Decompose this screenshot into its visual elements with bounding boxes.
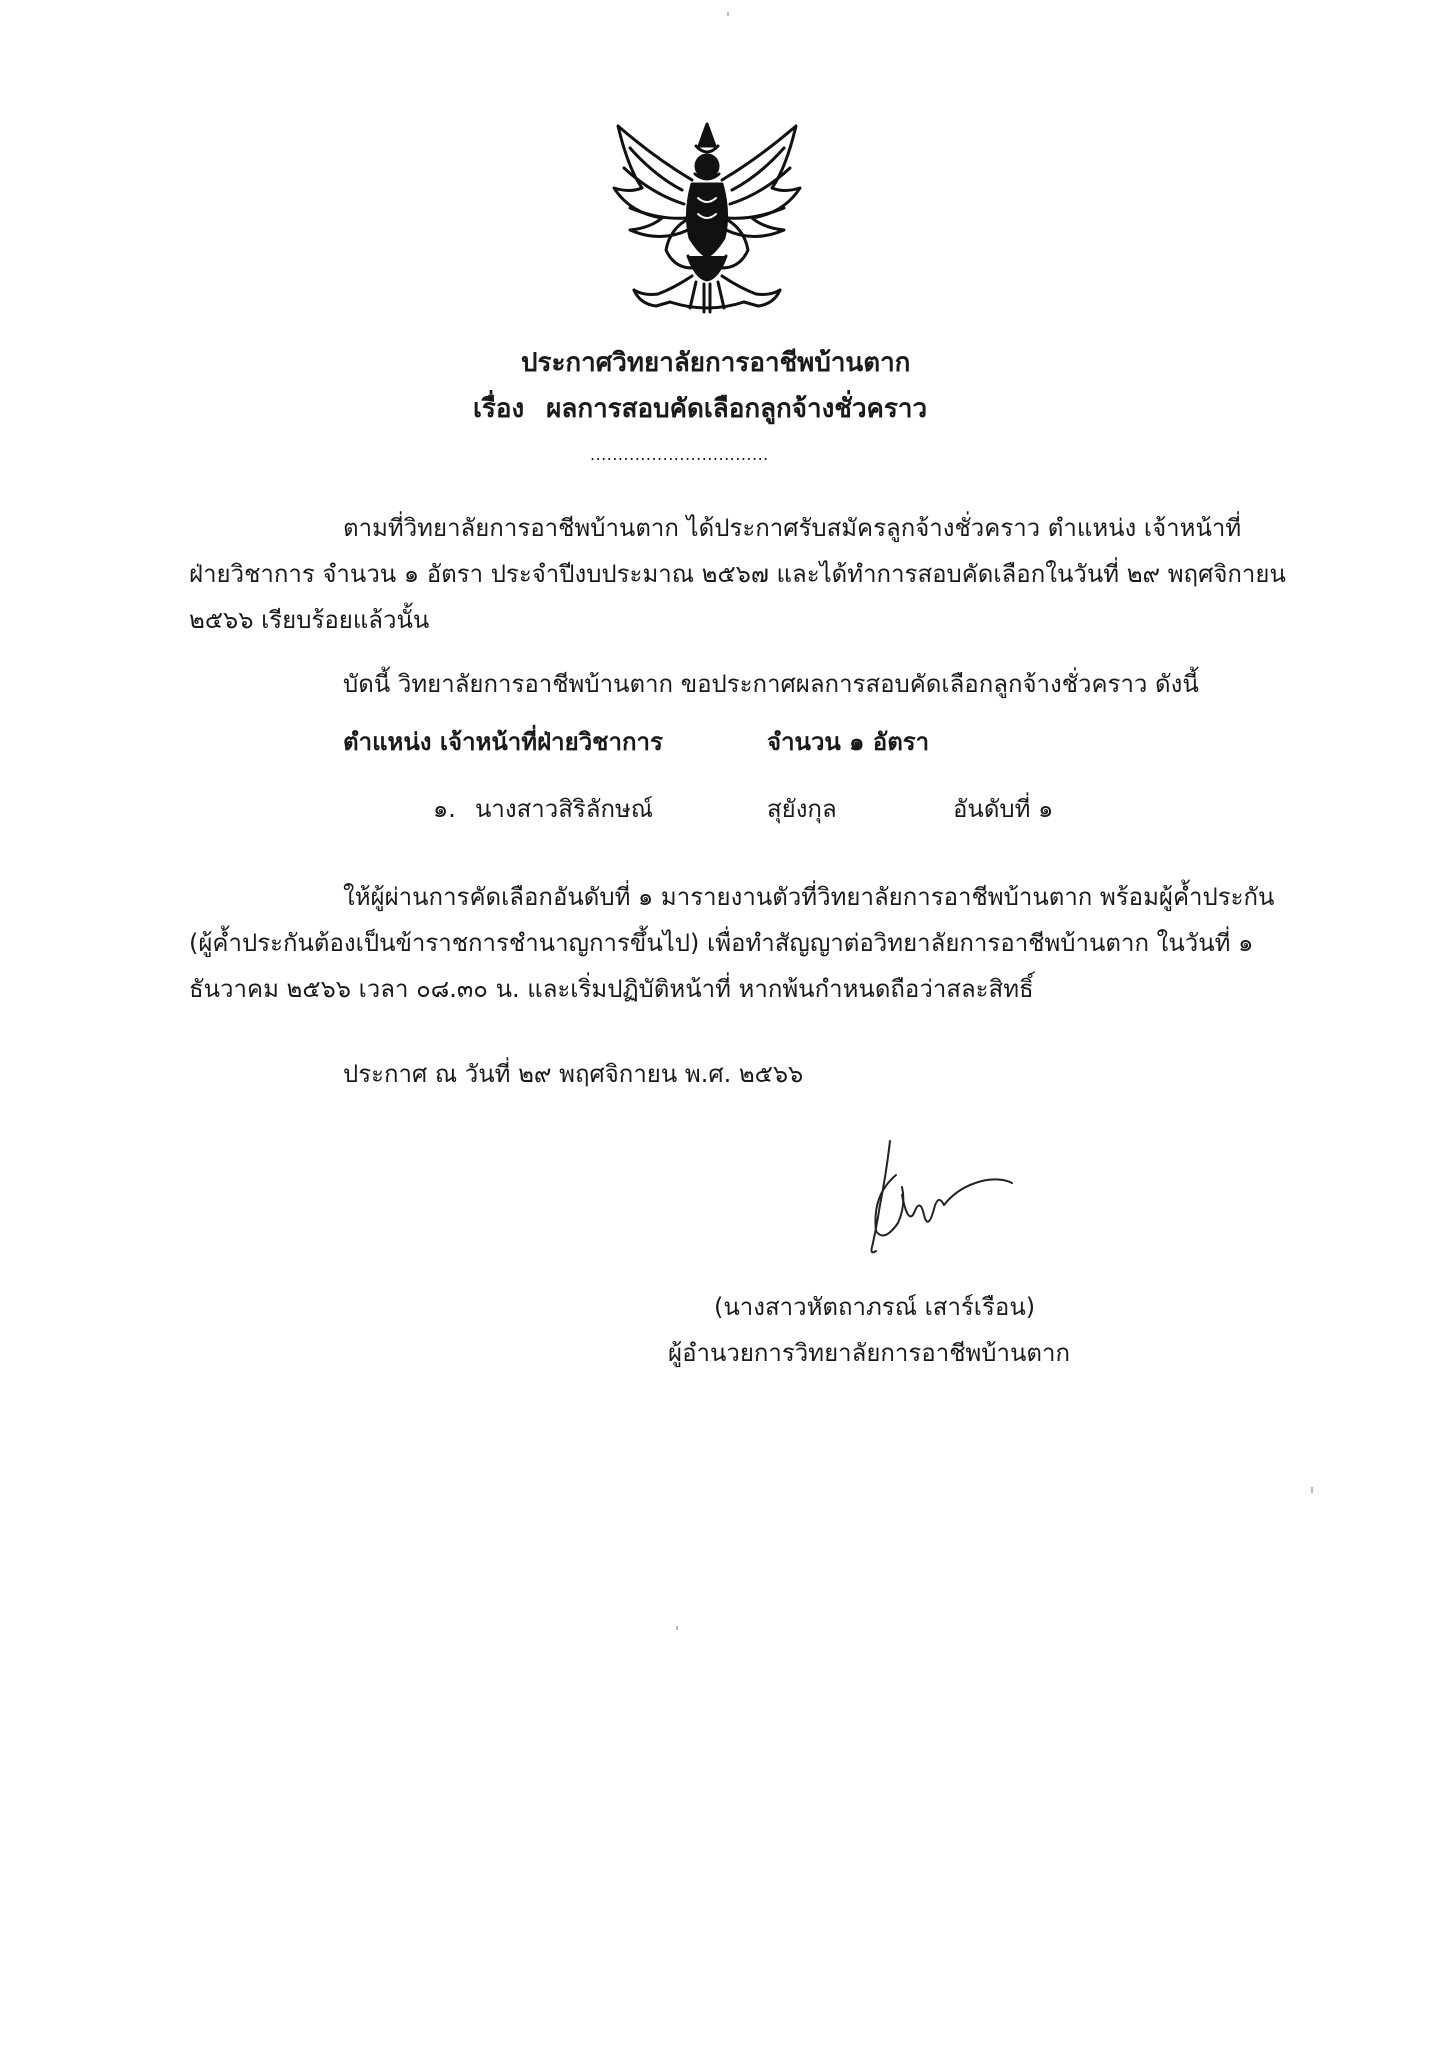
announcement-title: ประกาศวิทยาลัยการอาชีพบ้านตาก: [521, 348, 911, 378]
title-separator: ................................: [590, 445, 769, 464]
signature-icon: [862, 1135, 1022, 1265]
scan-speck: [676, 1626, 678, 1630]
result-first-name: นางสาวสิริลักษณ์: [475, 795, 654, 823]
signatory-title: ผู้อำนวยการวิทยาลัยการอาชีพบ้านตาก: [668, 1339, 1071, 1367]
instruction-line1: ให้ผู้ผ่านการคัดเลือกอันดับที่ ๑ มารายงานตัวที่วิทยาลัยการอาชีพบ้านตาก พร้อมผู้ค้ำประกัน: [343, 883, 1275, 911]
instruction-line3: ธันวาคม ๒๕๖๖ เวลา ๐๘.๓๐ น. และเริ่มปฏิบัติหน้าที่ หากพ้นกำหนดถือว่าสละสิทธิ์: [189, 975, 1034, 1003]
paragraph1-line3: ๒๕๖๖ เรียบร้อยแล้วนั้น: [189, 606, 430, 634]
scan-speck: [1311, 1487, 1313, 1493]
position-quota: จำนวน ๑ อัตรา: [767, 728, 930, 756]
announcement-subject-line: [473, 386, 927, 432]
subject-text: ผลการสอบคัดเลือกลูกจ้างชั่วคราว: [546, 394, 928, 424]
result-number: ๑.: [433, 795, 456, 823]
paragraph1-line2: ฝ่ายวิชาการ จำนวน ๑ อัตรา ประจำปีงบประมาณ ๒๕๖๗ และได้ทำการสอบคัดเลือกในวันที่ ๒๙ พฤศจิกายน: [189, 560, 1286, 588]
garuda-emblem: [600, 118, 815, 318]
subject-label: เรื่อง: [473, 394, 525, 424]
instruction-line2: (ผู้ค้ำประกันต้องเป็นข้าราชการชำนาญการขึ้นไป) เพื่อทำสัญญาต่อวิทยาลัยการอาชีพบ้านตาก ในวันที่ ๑: [189, 929, 1254, 957]
paragraph2: บัดนี้ วิทยาลัยการอาชีพบ้านตาก ขอประกาศผลการสอบคัดเลือกลูกจ้างชั่วคราว ดังนี้: [343, 670, 1199, 698]
signatory-name: (นางสาวหัตถาภรณ์ เสาร์เรือน): [714, 1293, 1036, 1321]
result-rank: อันดับที่ ๑: [953, 795, 1054, 823]
announcement-date: ประกาศ ณ วันที่ ๒๙ พฤศจิกายน พ.ศ. ๒๕๖๖: [343, 1060, 804, 1088]
result-last-name: สุยังกุล: [767, 795, 837, 823]
scan-speck: [727, 12, 729, 16]
position-label: ตำแหน่ง เจ้าหน้าที่ฝ่ายวิชาการ: [343, 728, 663, 756]
paragraph1-line1: ตามที่วิทยาลัยการอาชีพบ้านตาก ได้ประกาศรับสมัครลูกจ้างชั่วคราว ตำแหน่ง เจ้าหน้าที่: [343, 514, 1242, 542]
